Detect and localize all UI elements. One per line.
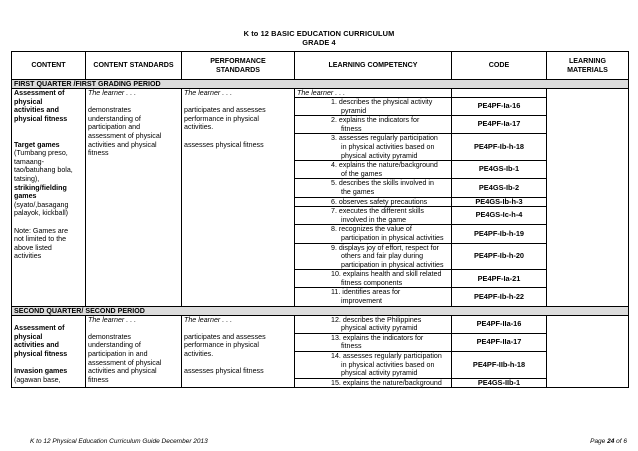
content-line: tatsing),	[14, 174, 40, 183]
competency-cell	[295, 378, 452, 388]
performance-standards-line: assesses physical fitness	[184, 367, 264, 376]
content-line: physical	[14, 97, 43, 106]
content-standards-line	[88, 324, 179, 333]
content-line: activities and	[14, 106, 59, 115]
content-standards-line: activities and physical	[88, 367, 157, 376]
competency-line: 12. describes the Philippines	[331, 315, 422, 324]
footer-page-current: 24	[607, 438, 615, 445]
content-line: palayok, kickball)	[14, 209, 69, 218]
competency-cell	[295, 352, 452, 379]
content-standards-line: The learner . . .	[88, 89, 137, 97]
header-learning-competency: LEARNING COMPETENCY	[295, 52, 452, 80]
content-line: tamaang-	[14, 157, 44, 166]
content-line: striking/fielding	[14, 183, 67, 192]
content-line: above listed	[14, 243, 52, 252]
content-line: (agawan base,	[14, 375, 61, 384]
competency-cell	[295, 333, 452, 351]
competency-cell	[295, 315, 452, 333]
competency-line: pyramid	[341, 106, 367, 115]
content-line: Assessment of	[14, 324, 65, 333]
content-standards-line: understanding of	[88, 114, 141, 123]
content-line: Assessment of	[14, 89, 65, 97]
content-standards-line: demonstrates	[88, 332, 131, 341]
code-empty	[452, 89, 547, 98]
content-line: physical	[14, 332, 43, 341]
code-cell: PE4PF-IIa-16	[452, 315, 547, 333]
competency-cell	[295, 197, 452, 207]
code-cell: PE4GS-Ic-h-4	[452, 207, 547, 225]
header-code: CODE	[452, 52, 547, 80]
competency-line: physical activity pyramid	[341, 151, 418, 160]
content-line	[14, 316, 83, 325]
content-line: activities	[14, 252, 42, 261]
competency-lead	[295, 89, 452, 98]
header-content: CONTENT	[12, 52, 86, 80]
code-cell: PE4PF-Ia-16	[452, 98, 547, 116]
learning-materials-cell	[547, 315, 629, 388]
competency-cell	[295, 270, 452, 288]
code-cell: PE4GS-IIb-1	[452, 378, 547, 388]
code-cell: PE4PF-Ib-h-18	[452, 134, 547, 161]
footer-guide-label: K to 12 Physical Education Curriculum Guide December 2013	[30, 438, 208, 445]
competency-line: others and fair play during	[341, 252, 424, 261]
competency-line: 9. displays joy of effort, respect for	[331, 243, 439, 252]
content-line: (syato/,basagang	[14, 200, 69, 209]
performance-standards-cell	[182, 89, 295, 307]
competency-cell	[295, 179, 452, 197]
competency-line: physical activity pyramid	[341, 324, 418, 333]
quarter-row-second	[12, 306, 629, 315]
content-standards-line: assessment of physical	[88, 358, 162, 367]
header-learning-materials-l1: LEARNING	[568, 57, 607, 66]
competency-line: 13. explains the indicators for	[331, 333, 424, 342]
code-cell: PE4PF-Ib-h-19	[452, 225, 547, 243]
competency-line: participation in physical activities	[341, 260, 444, 269]
competency-line: 7. executes the different skills	[331, 207, 424, 216]
content-standards-line: fitness	[88, 149, 109, 158]
code-cell: PE4GS-Ib-h-3	[452, 197, 547, 207]
document-title: K to 12 BASIC EDUCATION CURRICULUM	[243, 29, 395, 38]
content-standards-line: understanding of	[88, 341, 141, 350]
content-line: (Tumbang preso,	[14, 149, 68, 158]
competency-lead-text: The learner . . .	[297, 89, 346, 97]
content-line: Note: Games are	[14, 226, 69, 235]
content-line	[14, 218, 83, 227]
content-cell	[12, 89, 86, 307]
competency-cell	[295, 98, 452, 116]
content-line	[14, 359, 83, 368]
grade-label: GRADE 4	[302, 38, 336, 47]
competency-line: improvement	[341, 297, 383, 306]
competency-line: 8. recognizes the value of	[331, 225, 412, 234]
competency-cell	[295, 134, 452, 161]
content-line: physical fitness	[14, 114, 68, 123]
code-cell: PE4PF-Ib-h-20	[452, 243, 547, 270]
quarter-title-first: FIRST QUARTER /FIRST GRADING PERIOD	[12, 80, 629, 89]
content-cell	[12, 315, 86, 388]
competency-line: fitness	[341, 124, 362, 133]
code-cell: PE4PF-Ia-21	[452, 270, 547, 288]
content-line: tao/batuhang bola,	[14, 166, 73, 175]
content-line: physical fitness	[14, 350, 68, 359]
content-standards-line: demonstrates	[88, 106, 131, 115]
competency-line: fitness	[341, 342, 362, 351]
competency-line: 2. explains the indicators for	[331, 116, 420, 125]
competency-line: 10. explains health and skill related	[331, 270, 442, 279]
competency-line: 4. explains the nature/background	[331, 161, 438, 170]
content-standards-line: The learner . . .	[88, 315, 137, 324]
content-standards-line: participation in and	[88, 350, 148, 359]
competency-line: 5. describes the skills involved in	[331, 179, 434, 188]
competency-line: 11. identifies areas for	[331, 288, 401, 297]
quarter-title-second: SECOND QUARTER/ SECOND PERIOD	[12, 306, 629, 315]
header-performance-standards-l2: STANDARDS	[215, 65, 260, 74]
performance-standards-line	[184, 324, 292, 333]
competency-line: physical activity pyramid	[341, 369, 418, 378]
learning-materials-cell	[547, 89, 629, 307]
performance-standards-cell	[182, 315, 295, 388]
content-line: activities and	[14, 341, 59, 350]
performance-standards-line	[184, 98, 292, 107]
code-cell: PE4PF-Ib-h-22	[452, 288, 547, 306]
code-cell: PE4PF-IIb-h-18	[452, 352, 547, 379]
competency-line: 14. assesses regularly participation	[331, 352, 442, 361]
content-standards-line: activities and physical	[88, 140, 157, 149]
performance-standards-line: participates and assesses	[184, 332, 266, 341]
content-standards-cell	[86, 315, 182, 388]
header-learning-materials	[547, 52, 629, 80]
competency-line: fitness components	[341, 278, 403, 287]
quarter-row-first	[12, 80, 629, 89]
content-line: games	[14, 192, 37, 201]
competency-line: in physical activities based on	[341, 360, 435, 369]
table-header-row	[12, 52, 629, 80]
performance-standards-line: assesses physical fitness	[184, 140, 264, 149]
content-standards-line: participation and	[88, 123, 141, 132]
code-cell: PE4PF-Ia-17	[452, 116, 547, 134]
content-line: Invasion games	[14, 367, 68, 376]
content-standards-line	[88, 98, 179, 107]
content-standards-line: assessment of physical	[88, 131, 162, 140]
curriculum-table	[11, 51, 629, 388]
competency-lead-row	[12, 89, 629, 98]
header-content-standards: CONTENT STANDARDS	[86, 52, 182, 80]
competency-cell	[295, 225, 452, 243]
content-line	[14, 123, 83, 132]
competency-line: 3. assesses regularly participation	[331, 134, 438, 143]
code-cell: PE4GS-Ib-2	[452, 179, 547, 197]
performance-standards-line	[184, 132, 292, 141]
header-learning-materials-l2: MATERIALS	[567, 65, 608, 74]
code-cell: PE4PF-IIa-17	[452, 333, 547, 351]
performance-standards-line: participates and assesses	[184, 106, 266, 115]
performance-standards-line: activities.	[184, 350, 214, 359]
competency-cell	[295, 288, 452, 306]
competency-line: the games	[341, 187, 375, 196]
content-line	[14, 132, 83, 141]
content-standards-line: fitness	[88, 375, 109, 384]
performance-standards-line: performance in physical	[184, 341, 259, 350]
footer-page-of: of 6	[616, 438, 627, 445]
performance-standards-line: activities.	[184, 123, 214, 132]
competency-row	[12, 315, 629, 333]
performance-standards-line: The learner . . .	[184, 89, 233, 97]
competency-line: of the games	[341, 169, 383, 178]
competency-line: 1. describes the physical activity	[331, 98, 433, 106]
content-line: not limited to the	[14, 235, 67, 244]
footer-page-number	[590, 438, 627, 445]
competency-line: participation in physical activities	[341, 233, 444, 242]
performance-standards-line: The learner . . .	[184, 315, 233, 324]
competency-cell	[295, 243, 452, 270]
competency-line: 6. observes safety precautions	[331, 197, 428, 206]
competency-cell	[295, 116, 452, 134]
header-performance-standards	[182, 52, 295, 80]
footer-page-label: Page	[590, 438, 606, 445]
code-cell: PE4GS-Ib-1	[452, 161, 547, 179]
performance-standards-line	[184, 359, 292, 368]
competency-line: involved in the game	[341, 215, 407, 224]
content-line: Target games	[14, 140, 60, 149]
competency-line: in physical activities based on	[341, 142, 435, 151]
performance-standards-line: performance in physical	[184, 114, 259, 123]
competency-cell	[295, 207, 452, 225]
content-standards-cell	[86, 89, 182, 307]
competency-cell	[295, 161, 452, 179]
header-performance-standards-l1: PERFORMANCE	[210, 57, 266, 66]
competency-line: 15. explains the nature/background	[331, 378, 442, 387]
